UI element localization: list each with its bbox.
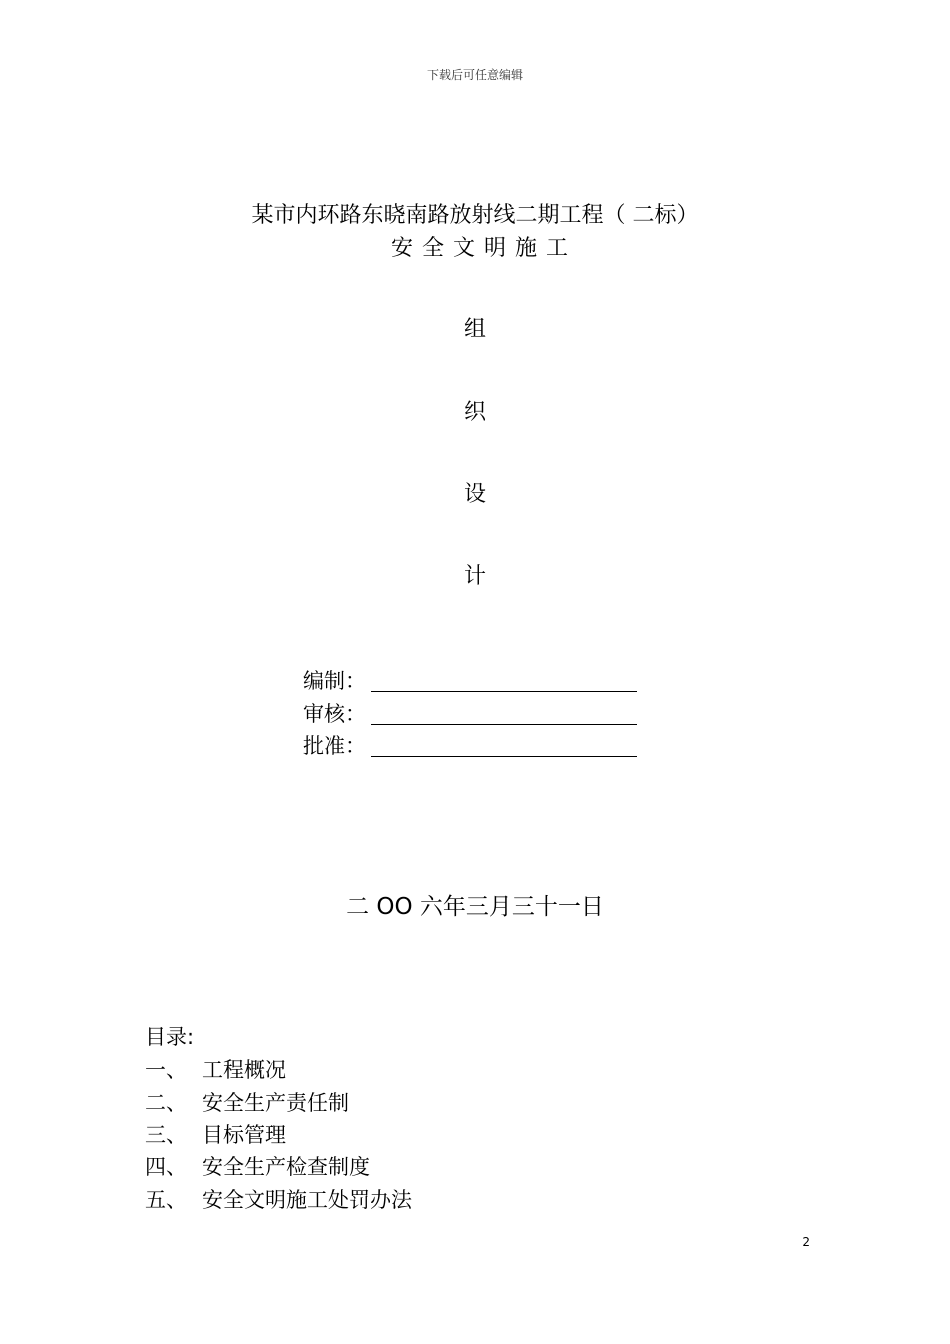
- toc-item-number: 四、: [145, 1155, 187, 1179]
- toc-item-number: 一、: [145, 1058, 187, 1082]
- document-title-line1: 某市内环路东晓南路放射线二期工程（ 二标）: [251, 203, 699, 228]
- signature-label: 审核：: [303, 702, 366, 726]
- page-number: 2: [802, 1235, 810, 1249]
- toc-item-number: 五、: [145, 1188, 187, 1212]
- document-title-line2: 安全文明施工: [390, 236, 577, 261]
- signature-row-compile: [303, 664, 637, 694]
- toc-item: [145, 1119, 286, 1149]
- vertical-title-char: 设: [463, 482, 486, 507]
- signature-label: 批准：: [303, 734, 366, 758]
- signature-label: 编制：: [303, 669, 366, 693]
- header-note: 下载后可任意编辑: [426, 68, 523, 82]
- toc-item-text: 安全生产责任制: [202, 1091, 349, 1115]
- vertical-title-char: 计: [463, 564, 486, 589]
- toc-item-text: 工程概况: [202, 1058, 286, 1082]
- toc-item-text: 目标管理: [202, 1123, 286, 1147]
- signature-blank-line: [371, 702, 637, 725]
- toc-item: [145, 1087, 349, 1117]
- document-date: 二 OO 六年三月三十一日: [346, 894, 604, 920]
- toc-item: [145, 1054, 286, 1084]
- signature-row-approve: [303, 729, 637, 759]
- toc-item: [145, 1151, 370, 1181]
- signature-blank-line: [371, 734, 637, 757]
- toc-item-number: 三、: [145, 1123, 187, 1147]
- vertical-title-char: 组: [463, 317, 486, 342]
- toc-heading: 目录:: [145, 1025, 195, 1049]
- toc-item: [145, 1184, 412, 1214]
- signature-blank-line: [371, 669, 637, 692]
- toc-item-text: 安全文明施工处罚办法: [202, 1188, 412, 1212]
- toc-item-number: 二、: [145, 1091, 187, 1115]
- signature-row-review: [303, 697, 637, 727]
- vertical-title-char: 织: [463, 400, 486, 425]
- toc-item-text: 安全生产检查制度: [202, 1155, 370, 1179]
